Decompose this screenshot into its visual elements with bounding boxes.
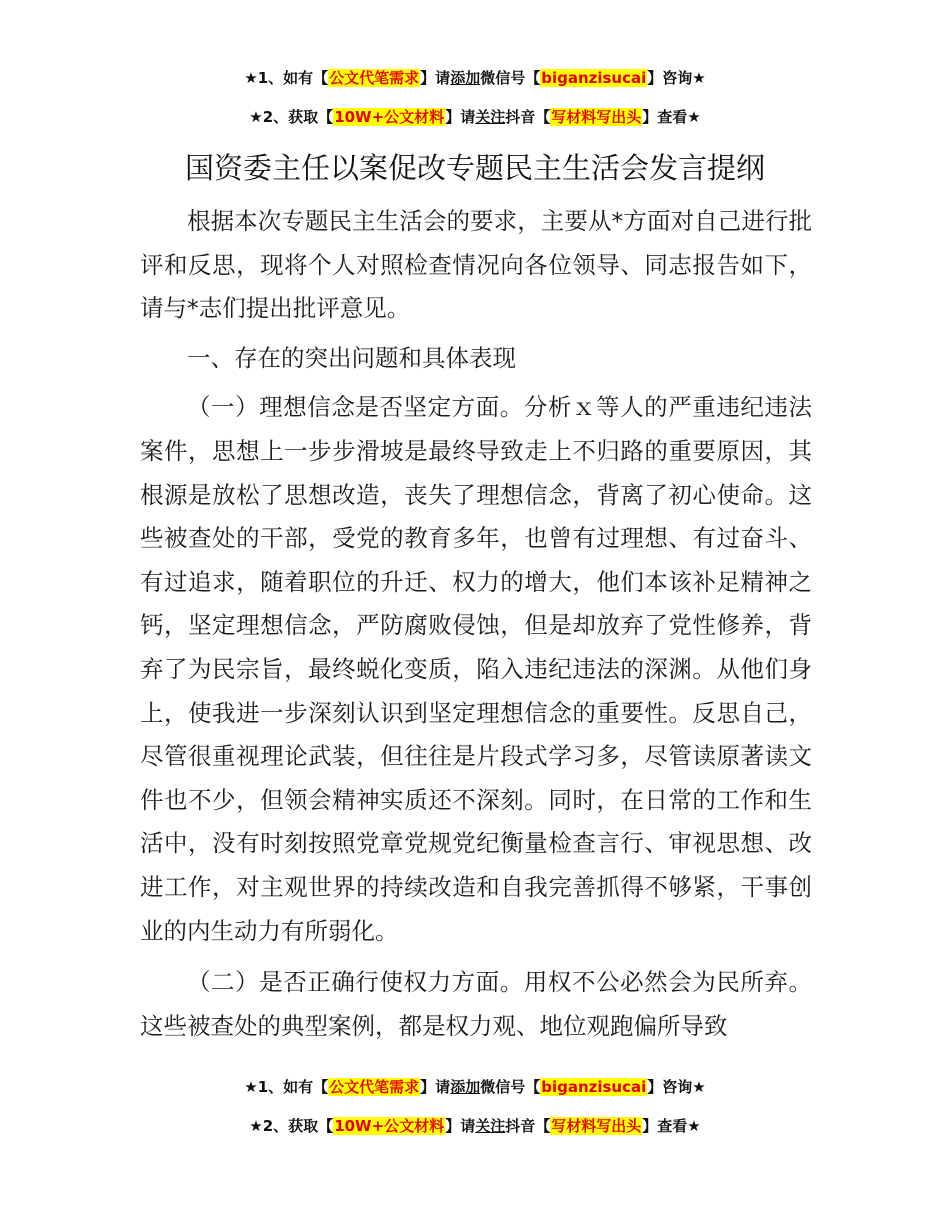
banner-text: 】请 [420, 1078, 451, 1096]
banner-text: 】咨询★ [647, 69, 706, 87]
banner-text: 】请 [445, 1117, 476, 1135]
banner-text: ★1、如有【 [244, 1078, 329, 1096]
document-title: 国资委主任以案促改专题民主生活会发言提纲 [184, 151, 765, 185]
banner-text: 微信号【 [480, 69, 541, 87]
header-banner-line-1 [0, 68, 950, 88]
banner-text: ★2、获取【 [249, 108, 334, 126]
paragraph-intro: 根据本次专题民主生活会的要求，主要从*方面对自己进行批评和反思，现将个人对照检查情况向各位领导、同志报告如下，请与*志们提出批评意见。 [140, 207, 812, 323]
highlight-douyin-name: 写材料写出头 [551, 1117, 642, 1135]
section-heading: 一、存在的突出问题和具体表现 [187, 343, 516, 372]
header-banner-line-2 [0, 107, 950, 127]
footer-banner-line-1 [0, 1077, 950, 1097]
banner-text: 】查看★ [642, 1117, 701, 1135]
paragraph-section-1: （一）理想信念是否坚定方面。分析ｘ等人的严重违纪违法案件，思想上一步步滑坡是最终导致走上不归路的重要原因，其根源是放松了思想改造，丧失了理想信念，背离了初心使命。这些被查处的干部，受党的教育多年，也曾有过理想、有过奋斗、有过追求，随着职位的升迁、权力的增大，他们本该补足精神之钙，坚定理想信念，严防腐败侵蚀，但是却放弃了党性修养，背弃了为民宗旨，最终蜕化变质，陷入违纪违法的深渊。从他们身上，使我进一步深刻认识到坚定理想信念的重要性。反思自己，尽管很重视理论武装，但往往是片段式学习多，尽管读原著读文件也不少，但领会精神实质还不深刻。同时，在日常的工作和生活中，没有时刻按照党章党规党纪衡量检查言行、审视思想、改进工作，对主观世界的持续改造和自我完善抓得不够紧，干事创业的内生动力有所弱化。 [140, 393, 812, 945]
highlight-service: 公文代笔需求 [329, 69, 420, 87]
banner-text: ★2、获取【 [249, 1117, 334, 1135]
underlined-follow: 关注 [475, 108, 506, 126]
highlight-wechat-id: biganzisucai [541, 69, 647, 87]
paragraph-section-2: （二）是否正确行使权力方面。用权不公必然会为民所弃。这些被查处的典型案例，都是权力观、地位观跑偏所导致 [140, 968, 812, 1040]
banner-text: 抖音【 [505, 1117, 551, 1135]
banner-text: 抖音【 [505, 108, 551, 126]
banner-text: 】咨询★ [647, 1078, 706, 1096]
document-body [140, 200, 812, 1048]
banner-text: 】查看★ [642, 108, 701, 126]
banner-text: 】请 [420, 69, 451, 87]
banner-text: 】请 [445, 108, 476, 126]
highlight-douyin-name: 写材料写出头 [551, 108, 642, 126]
highlight-wechat-id: biganzisucai [541, 1078, 647, 1096]
highlight-materials: 10W+公文材料 [334, 108, 445, 126]
banner-text: ★1、如有【 [244, 69, 329, 87]
footer-banner-line-2 [0, 1116, 950, 1136]
highlight-service: 公文代笔需求 [329, 1078, 420, 1096]
underlined-add: 添加 [450, 69, 481, 87]
banner-text: 微信号【 [480, 1078, 541, 1096]
underlined-follow: 关注 [475, 1117, 506, 1135]
underlined-add: 添加 [450, 1078, 481, 1096]
highlight-materials: 10W+公文材料 [334, 1117, 445, 1135]
